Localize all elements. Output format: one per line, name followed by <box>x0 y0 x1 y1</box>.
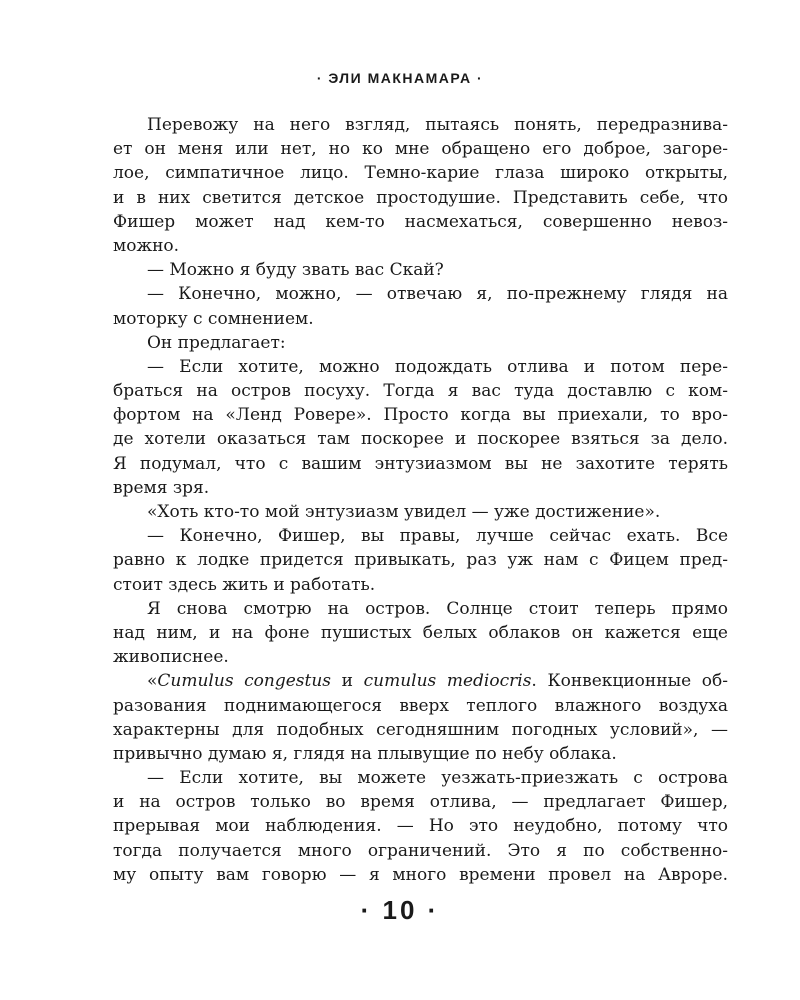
text-line: — Можно я буду звать вас Скай? <box>147 260 444 281</box>
italic-term: cumulus mediocris <box>363 671 532 692</box>
text-line: — Если хотите, можно подождать отлива и потом пере- <box>147 356 728 377</box>
text-line: Перевожу на него взгляд, пытаясь понять, передразнива- <box>147 115 728 135</box>
text-line: разования поднимающегося вверх теплого влажного воздуха <box>113 695 728 716</box>
running-head: · ЭЛИ МАКНАМАРА · <box>316 70 484 86</box>
text-line: — Если хотите, вы можете уезжать-приезжать с острова <box>147 768 728 789</box>
text-line: ет он меня или нет, но ко мне обращено его доброе, загоре- <box>113 139 728 160</box>
text-line: стоит здесь жить и работать. <box>113 574 376 595</box>
text-line: время зря. <box>113 477 210 498</box>
text-line: характерны для подобных сегодняшним погодных условий», — <box>113 719 728 740</box>
body-text <box>113 113 728 887</box>
text-line: прерывая мои наблюдения. — Но это неудобно, потому что <box>113 816 728 837</box>
text-line: можно. <box>113 235 180 256</box>
text-line: Фишер может над кем-то насмехаться, совершенно невоз- <box>113 211 728 232</box>
text-segment: . Конвекционные об- <box>531 671 728 692</box>
text-line <box>113 669 728 693</box>
text-line: «Хоть кто-то мой энтузиазм увидел — уже достижение». <box>147 502 661 522</box>
text-segment: « <box>147 671 158 692</box>
text-line: живописнее. <box>113 647 229 668</box>
text-line: браться на остров посуху. Тогда я вас туда доставлю с ком- <box>113 381 728 402</box>
text-line: — Конечно, можно, — отвечаю я, по-прежнему глядя на <box>147 284 728 305</box>
text-segment: и <box>331 671 364 692</box>
text-line: му опыту вам говорю — я много времени провел на Авроре. <box>113 864 728 885</box>
text-line: де хотели оказаться там поскорее и поскорее взяться за дело. <box>113 429 728 450</box>
text-line: равно к лодке придется привыкать, раз уж нам с Фицем пред- <box>113 550 728 571</box>
text-line: Он предлагает: <box>147 332 286 353</box>
text-line: Я снова смотрю на остров. Солнце стоит теперь прямо <box>147 598 728 619</box>
text-line: лое, симпатичное лицо. Темно-карие глаза широко открыты, <box>113 163 728 184</box>
page-number: · 10 · <box>360 895 440 925</box>
text-line: — Конечно, Фишер, вы правы, лучше сейчас ехать. Все <box>147 526 728 547</box>
italic-term: Cumulus congestus <box>157 671 332 692</box>
text-line: фортом на «Ленд Ровере». Просто когда вы приехали, то вро- <box>113 405 728 426</box>
text-line: привычно думаю я, глядя на плывущие по небу облака. <box>113 743 617 764</box>
text-line: и в них светится детское простодушие. Представить себе, что <box>113 187 728 208</box>
text-line: моторку с сомнением. <box>113 308 314 329</box>
text-line: и на остров только во время отлива, — предлагает Фишер, <box>113 792 728 813</box>
text-line: Я подумал, что с вашим энтузиазмом вы не захотите терять <box>113 453 728 474</box>
text-line: над ним, и на фоне пушистых белых облаков он кажется еще <box>113 622 728 643</box>
text-line: тогда получается много ограничений. Это я по собственно- <box>113 840 728 861</box>
